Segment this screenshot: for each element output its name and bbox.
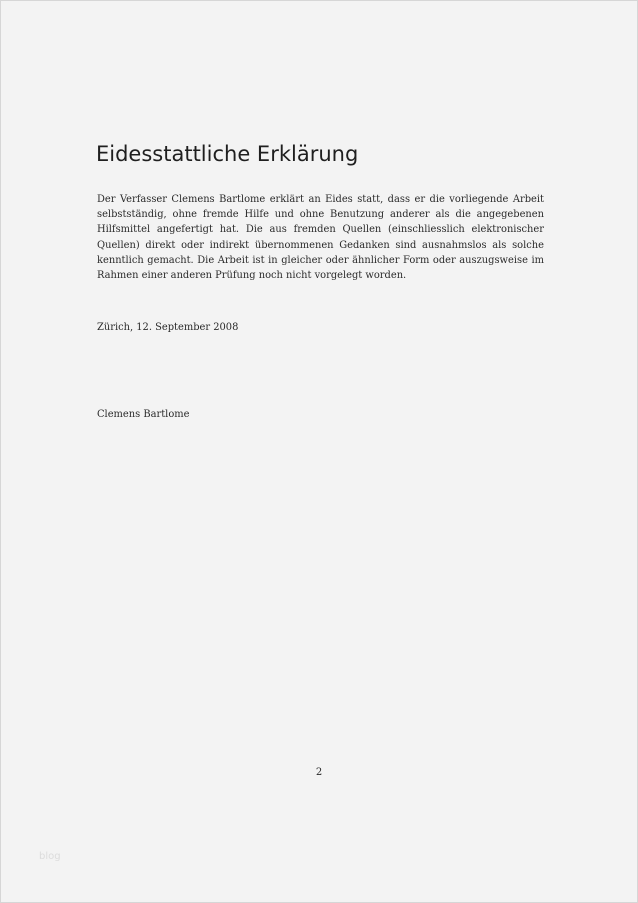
declaration-paragraph: Der Verfasser Clemens Bartlome erklärt an Eides statt, dass er die vorliegende Arbeit selbstständig, ohne fremde Hilfe und ohne Benutzung anderer als die angegebenen Hilfsmittel angefertigt hat. Die aus fremden Quellen (einschliesslich elektronischer Quellen) direkt oder indirekt übernommenen Gedanken sind ausnahmslos als solche kenntlich gemacht. Die Arbeit ist in gleicher oder ähnlicher Form oder auszugsweise im Rahmen einer anderen Prüfung noch nicht vorgelegt worden. bbox=[97, 194, 544, 282]
signature-name: Clemens Bartlome bbox=[97, 409, 190, 420]
watermark-text: blog bbox=[39, 851, 61, 862]
page-number: 2 bbox=[315, 767, 323, 778]
place-and-date: Zürich, 12. September 2008 bbox=[97, 322, 239, 333]
document-title: Eidesstattliche Erklärung bbox=[96, 142, 359, 166]
